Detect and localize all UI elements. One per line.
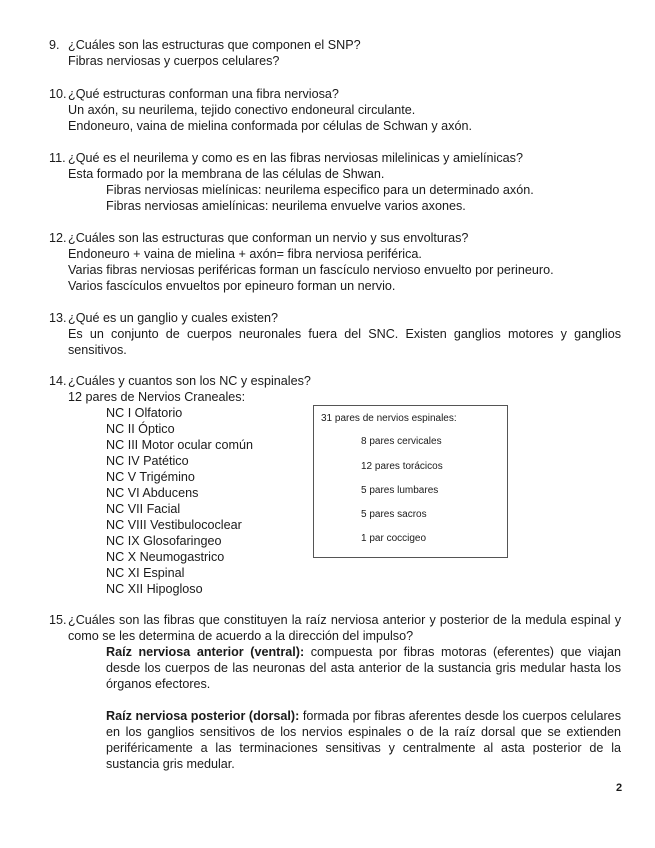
answer-line: Endoneuro, vaina de mielina conformada por células de Schwan y axón. bbox=[68, 119, 472, 133]
q-number: 15. bbox=[49, 613, 67, 627]
posterior-root-paragraph bbox=[106, 708, 621, 772]
q-number: 13. bbox=[49, 311, 67, 325]
spinal-nerve-item: 5 pares sacros bbox=[361, 509, 427, 520]
cranial-nerve: NC VI Abducens bbox=[106, 486, 199, 500]
answer-line: Varias fibras nerviosas periféricas forman un fascículo nervioso envuelto por perineuro. bbox=[68, 263, 554, 277]
cranial-nerve: NC VII Facial bbox=[106, 502, 181, 516]
spinal-nerve-item: 1 par coccigeo bbox=[361, 533, 427, 544]
cranial-nerve: NC VIII Vestibulococlear bbox=[106, 518, 242, 532]
cranial-nerve: NC II Óptico bbox=[106, 422, 175, 436]
cranial-nerve: NC IX Glosofaringeo bbox=[106, 534, 222, 548]
spinal-nerve-item: 5 pares lumbares bbox=[361, 485, 439, 496]
q-number: 12. bbox=[49, 231, 67, 245]
answer-line: Un axón, su neurilema, tejido conectivo endoneural circulante. bbox=[68, 103, 416, 117]
cranial-nerve: NC IV Patético bbox=[106, 454, 189, 468]
cranial-nerve: NC V Trigémino bbox=[106, 470, 195, 484]
answer-line: Endoneuro + vaina de mielina + axón= fibra nerviosa periférica. bbox=[68, 247, 422, 261]
spinal-nerves-box bbox=[313, 405, 508, 558]
cranial-nerve: NC I Olfatorio bbox=[106, 406, 183, 420]
cranial-nerve: NC III Motor ocular común bbox=[106, 438, 253, 452]
q-number: 14. bbox=[49, 374, 67, 388]
answer-line: Varios fascículos envueltos por epineuro forman un nervio. bbox=[68, 279, 396, 293]
question-text: ¿Cuáles son las estructuras que conforman un nervio y sus envolturas? bbox=[68, 231, 469, 245]
question-text: ¿Cuáles son las fibras que constituyen la raíz nerviosa anterior y posterior de la medula espinal y como se les determina de acuerdo a la dirección del impulso? bbox=[68, 613, 621, 643]
q-number: 10. bbox=[49, 87, 67, 101]
q-number: 9. bbox=[49, 38, 60, 52]
page-number: 2 bbox=[616, 782, 623, 794]
cranial-nerve: NC XI Espinal bbox=[106, 566, 185, 580]
anterior-root-label: Raíz nerviosa anterior (ventral): bbox=[106, 645, 305, 659]
cranial-nerve: NC X Neumogastrico bbox=[106, 550, 225, 564]
question-text: ¿Cuáles y cuantos son los NC y espinales? bbox=[68, 374, 311, 388]
question-text: ¿Cuáles son las estructuras que componen el SNP? bbox=[68, 38, 361, 52]
answer-line: Fibras nerviosas y cuerpos celulares? bbox=[68, 54, 280, 68]
answer-paragraph: Es un conjunto de cuerpos neuronales fuera del SNC. Existen ganglios motores y ganglios sensitivos. bbox=[68, 327, 621, 357]
box-title: 31 pares de nervios espinales: bbox=[321, 413, 457, 424]
answer-line: Fibras nerviosas amielínicas: neurilema envuelve varios axones. bbox=[106, 199, 466, 213]
answer-line: 12 pares de Nervios Craneales: bbox=[68, 390, 246, 404]
spinal-nerve-item: 8 pares cervicales bbox=[361, 436, 442, 447]
question-text: ¿Qué es el neurilema y como es en las fibras nerviosas milelinicas y amielínicas? bbox=[68, 151, 523, 165]
posterior-root-text: formada por fibras aferentes desde los cuerpos celulares en los ganglios sensitivos de los nervios espinales o de la raíz dorsal que se extienden periféricamente a las terminaciones sensitivas y centralmente al asta posterior de la sustancia gris medular. bbox=[106, 709, 621, 771]
answer-line: Fibras nerviosas mielínicas: neurilema especifico para un determinado axón. bbox=[106, 183, 534, 197]
question-text: ¿Qué estructuras conforman una fibra nerviosa? bbox=[68, 87, 339, 101]
anterior-root-paragraph bbox=[106, 644, 621, 692]
question-text: ¿Qué es un ganglio y cuales existen? bbox=[68, 311, 279, 325]
answer-line: Esta formado por la membrana de las células de Shwan. bbox=[68, 167, 385, 181]
anterior-root-text: compuesta por fibras motoras (eferentes) que viajan desde los cuerpos de las neuronas del asta anterior de la sustancia gris medular hasta los órganos efectores. bbox=[106, 645, 621, 691]
posterior-root-label: Raíz nerviosa posterior (dorsal): bbox=[106, 709, 300, 723]
q-number: 11. bbox=[49, 151, 66, 165]
cranial-nerve: NC XII Hipogloso bbox=[106, 582, 203, 596]
spinal-nerve-item: 12 pares torácicos bbox=[361, 461, 443, 472]
